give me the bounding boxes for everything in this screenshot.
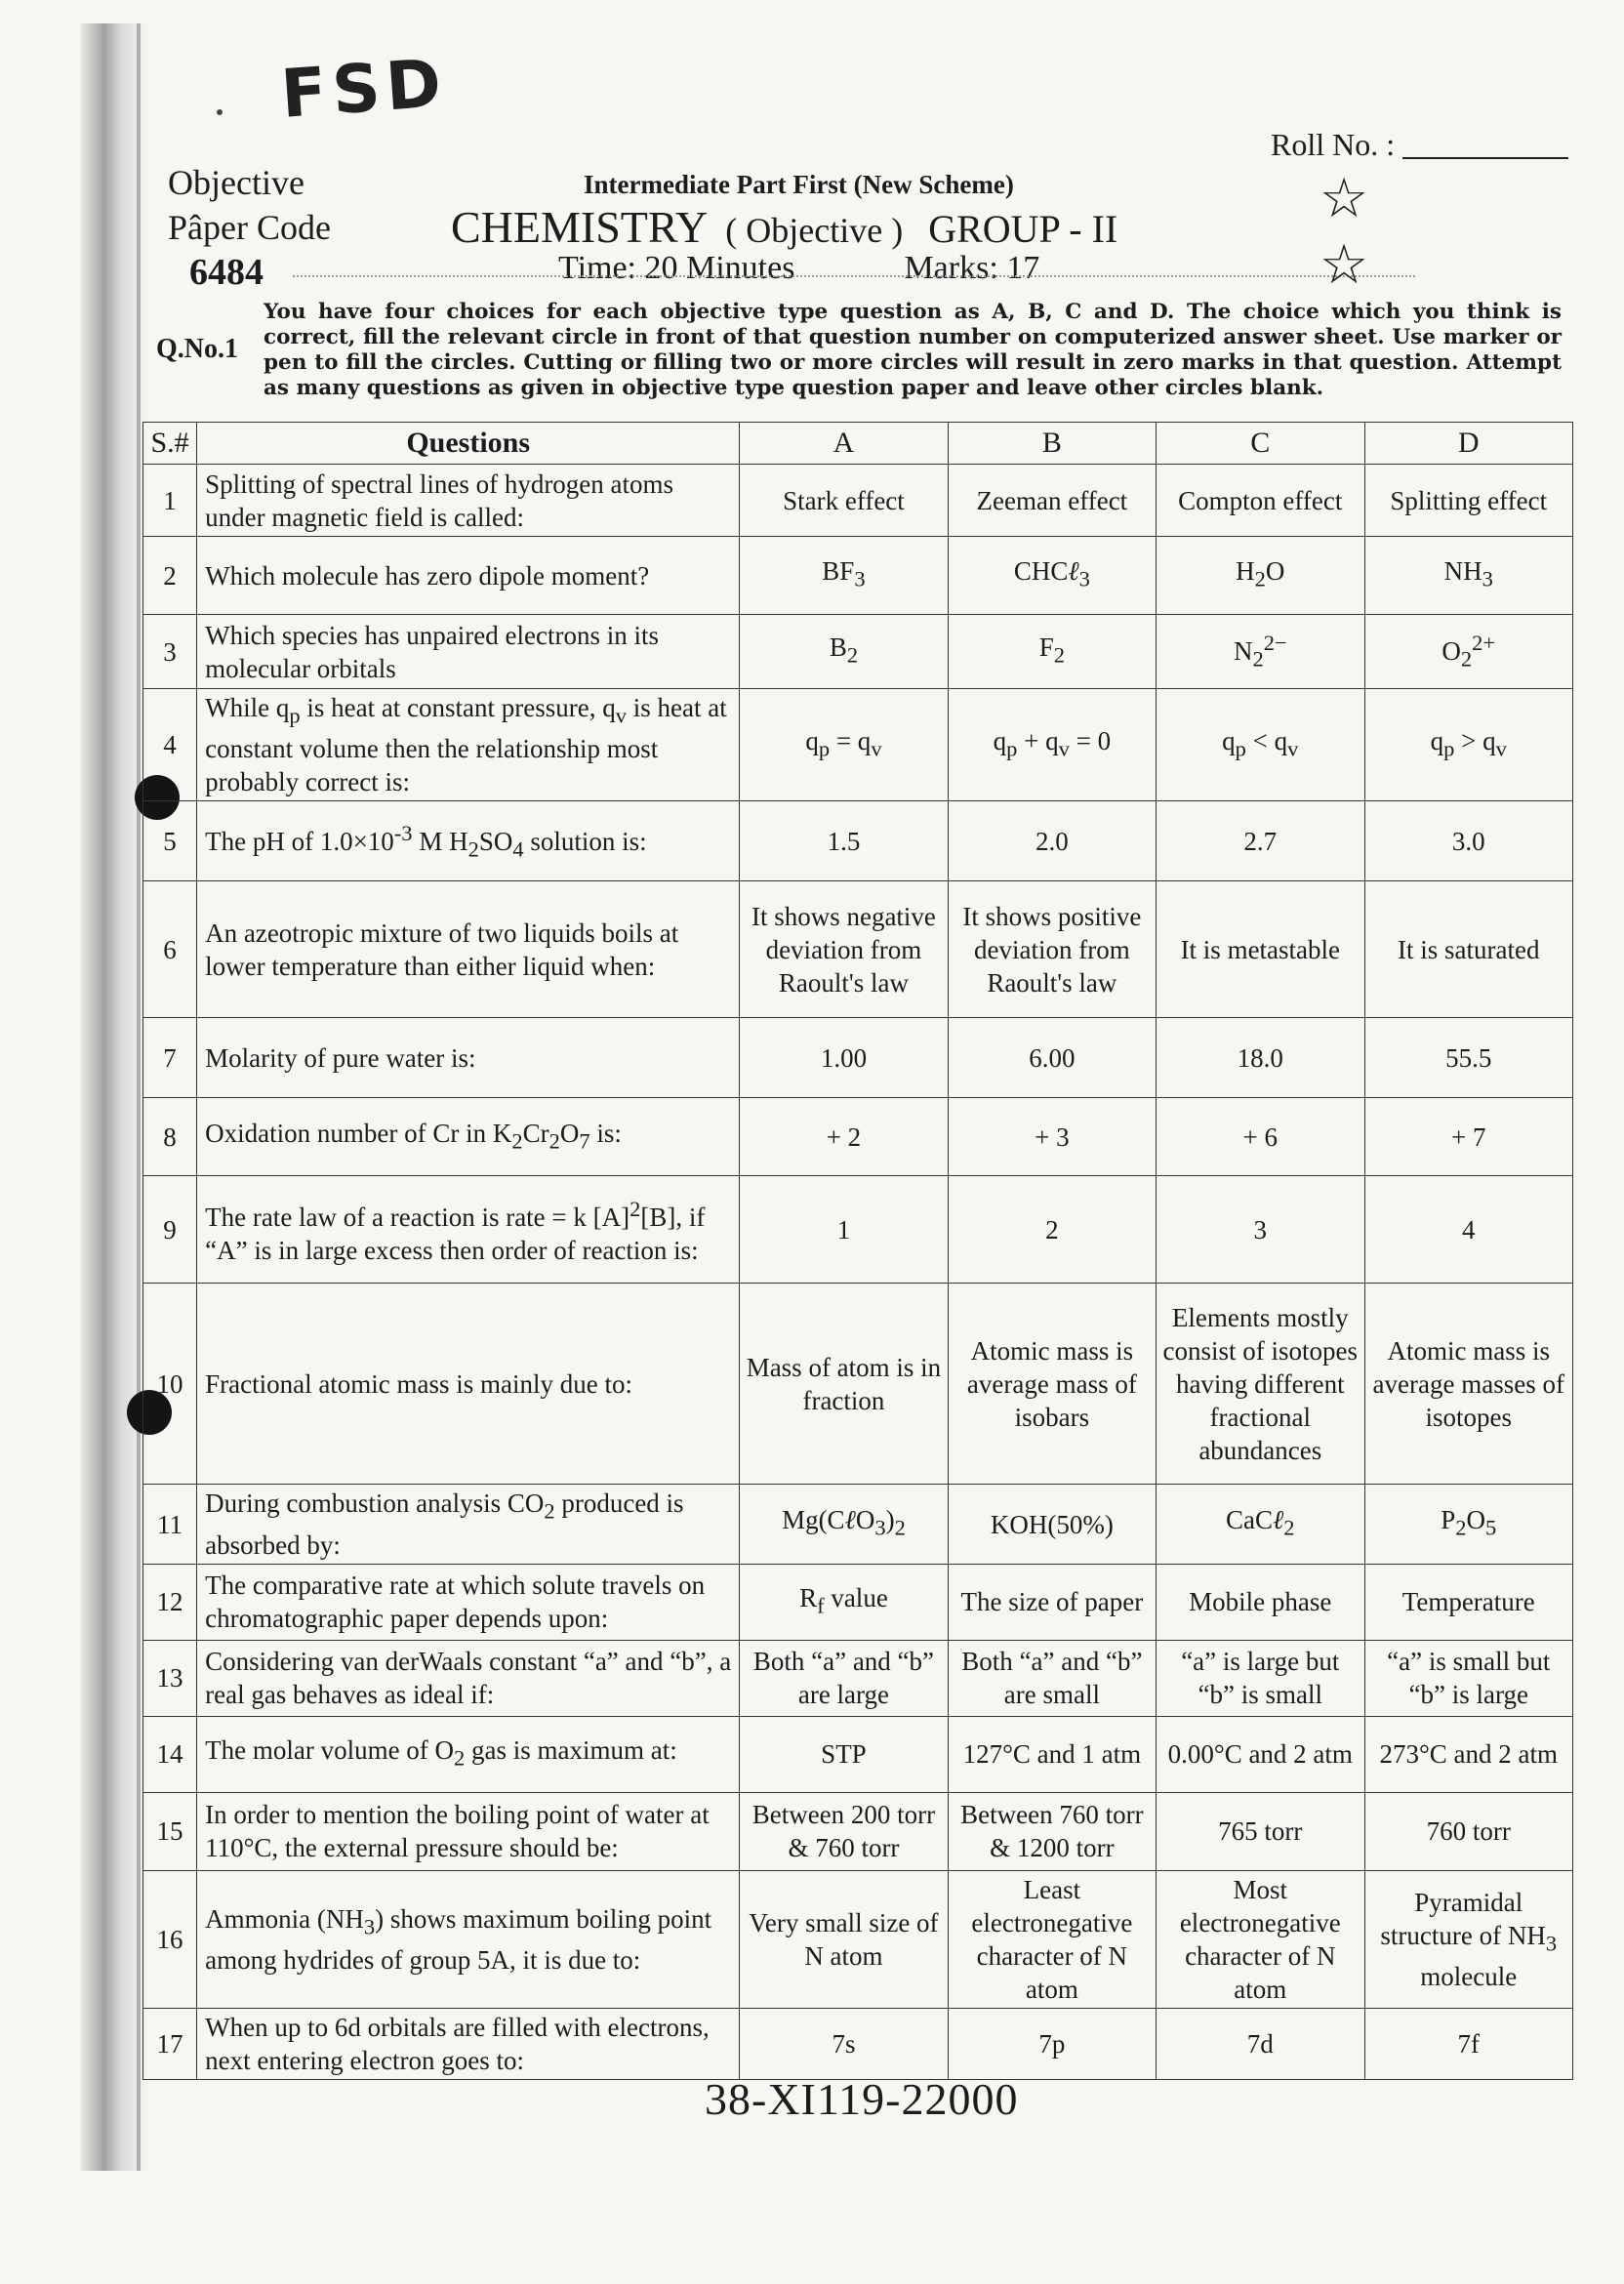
option-c: + 6 [1157,1098,1364,1176]
option-c: 3 [1157,1176,1364,1284]
option-a: 1.5 [740,801,948,881]
paper-code-label: Pâper Code [168,208,331,247]
option-a: Very small size of N atom [740,1870,948,2008]
option-a: $Mg(C\ell O_3)_2$ [740,1485,948,1564]
option-d: Temperature [1364,1564,1573,1640]
question-text: The molar volume of $O_2$ gas is maximum at: [197,1716,740,1792]
col-d: D [1364,423,1573,465]
option-a: Mass of atom is in fraction [740,1284,948,1485]
question-number: Q.No.1 [156,334,238,364]
option-a: + 2 [740,1098,948,1176]
serial-number: 5 [143,801,197,881]
table-row [143,1284,1573,1485]
serial-number: 1 [143,465,197,537]
pen-dot [217,109,223,115]
exam-line: Intermediate Part First (New Scheme) [584,170,1014,199]
option-c: 2.7 [1157,801,1364,881]
option-b: CHCℓ$_3$ [948,537,1156,615]
handwritten-mark: FSD [278,45,450,134]
option-c: 7d [1157,2008,1364,2079]
option-d: $q_p > q_v$ [1364,689,1573,801]
instructions: You have four choices for each objective type question as A, B, C and D. The choice which you think is correct, fill the relevant circle in front of that question number on computerized answer sheet. Use marker or pen to fill the circles. Cutting or filling two or more circles will result in zero marks in that question. Attempt as many questions as given in objective type question paper and leave other circles blank. [264,300,1562,400]
serial-number: 10 [143,1284,197,1485]
col-serial: S.# [143,423,197,465]
question-text: Splitting of spectral lines of hydrogen atoms under magnetic field is called: [197,465,740,537]
option-a: Stark effect [740,465,948,537]
option-b: It shows positive deviation from Raoult's law [948,881,1156,1018]
col-c: C [1157,423,1364,465]
table-row [143,689,1573,801]
option-d: 4 [1364,1176,1573,1284]
option-b: Both “a” and “b” are small [948,1640,1156,1716]
serial-number: 17 [143,2008,197,2079]
option-c: 18.0 [1157,1018,1364,1098]
subject: CHEMISTRY [451,202,709,252]
roll-blank-line [1402,157,1568,159]
option-b: Between 760 torr & 1200 torr [948,1792,1156,1870]
option-a: $q_p = q_v$ [740,689,948,801]
option-b: The size of paper [948,1564,1156,1640]
option-d: $NH_3$ [1364,537,1573,615]
question-text: When up to 6d orbitals are filled with electrons, next entering electron goes to: [197,2008,740,2079]
footer-code: 38-XI119-22000 [705,2074,1019,2124]
question-text: The rate law of a reaction is rate = k $[A]^2[B]$, if “A” is in large excess then order of reaction is: [197,1176,740,1284]
option-c: “a” is large but “b” is small [1157,1640,1364,1716]
option-d: 3.0 [1364,801,1573,881]
serial-number: 2 [143,537,197,615]
question-text: The pH of $1.0\times 10^{-3}$ M $H_2SO_4$ solution is: [197,801,740,881]
serial-number: 14 [143,1716,197,1792]
option-a: $R_f$ value [740,1564,948,1640]
option-c: 765 torr [1157,1792,1364,1870]
serial-number: 8 [143,1098,197,1176]
paper-code: 6484 [189,252,264,293]
question-text: Which molecule has zero dipole moment? [197,537,740,615]
option-d: $P_2O_5$ [1364,1485,1573,1564]
col-b: B [948,423,1156,465]
serial-number: 15 [143,1792,197,1870]
group: GROUP - II [928,207,1118,251]
serial-number: 11 [143,1485,197,1564]
option-d: Pyramidal structure of $NH_3$ molecule [1364,1870,1573,2008]
option-b: Atomic mass is average mass of isobars [948,1284,1156,1485]
question-text: Ammonia $(NH_3)$ shows maximum boiling point among hydrides of group 5A, it is due to: [197,1870,740,2008]
col-a: A [740,423,948,465]
table-row [143,801,1573,881]
option-c: 0.00°C and 2 atm [1157,1716,1364,1792]
option-b: 2.0 [948,801,1156,881]
option-d: 760 torr [1364,1792,1573,1870]
option-b: 7p [948,2008,1156,2079]
option-c: CaCℓ$_2$ [1157,1485,1364,1564]
serial-number: 13 [143,1640,197,1716]
time-marks-line [558,250,1039,287]
option-d: + 7 [1364,1098,1573,1176]
table-row [143,615,1573,689]
subject-line [451,201,1117,253]
option-a: STP [740,1716,948,1792]
table-row [143,1716,1573,1792]
table-row [143,1176,1573,1284]
table-row [143,465,1573,537]
table-row [143,881,1573,1018]
paper-type: ( Objective ) [725,211,904,250]
objective-label: Objective [168,163,304,202]
star-icon: ☆ [1320,235,1369,296]
option-a: 1.00 [740,1018,948,1098]
option-b: 2 [948,1176,1156,1284]
total-marks: Marks: 17 [904,250,1040,286]
option-d: Splitting effect [1364,465,1573,537]
option-c: $q_p < q_v$ [1157,689,1364,801]
table-row [143,1870,1573,2008]
option-c: $N_2^{2-}$ [1157,615,1364,689]
option-d: It is saturated [1364,881,1573,1018]
option-a: It shows negative deviation from Raoult's law [740,881,948,1018]
table-header-row [143,423,1573,465]
option-d: 7f [1364,2008,1573,2079]
option-c: Elements mostly consist of isotopes having different fractional abundances [1157,1284,1364,1485]
option-c: Most electronegative character of N atom [1157,1870,1364,2008]
serial-number: 16 [143,1870,197,2008]
serial-number: 6 [143,881,197,1018]
option-a: Both “a” and “b” are large [740,1640,948,1716]
col-questions: Questions [197,423,740,465]
option-b: Zeeman effect [948,465,1156,537]
question-text: Oxidation number of Cr in $K_2Cr_2O_7$ is: [197,1098,740,1176]
option-d: $O_2^{2+}$ [1364,615,1573,689]
option-c: It is metastable [1157,881,1364,1018]
table-body [143,465,1573,2080]
option-b: Least electronegative character of N atom [948,1870,1156,2008]
table-row [143,1564,1573,1640]
option-b: + 3 [948,1098,1156,1176]
table-row [143,1485,1573,1564]
table-row [143,1018,1573,1098]
question-text: During combustion analysis $CO_2$ produced is absorbed by: [197,1485,740,1564]
table-row [143,537,1573,615]
option-d: “a” is small but “b” is large [1364,1640,1573,1716]
dotted-rule [293,275,1415,277]
question-text: Considering van derWaals constant “a” and “b”, a real gas behaves as ideal if: [197,1640,740,1716]
option-a: $BF_3$ [740,537,948,615]
table-row [143,1640,1573,1716]
question-text: The comparative rate at which solute travels on chromatographic paper depends upon: [197,1564,740,1640]
question-text: Molarity of pure water is: [197,1018,740,1098]
table-row [143,1792,1573,1870]
option-c: Compton effect [1157,465,1364,537]
time-allowed: Time: 20 Minutes [558,250,795,286]
table-row [143,1098,1573,1176]
question-text: An azeotropic mixture of two liquids boils at lower temperature than either liquid when: [197,881,740,1018]
table-row [143,2008,1573,2079]
option-b: $q_p + q_v = 0$ [948,689,1156,801]
option-a: 1 [740,1176,948,1284]
roll-label: Roll No. : [1271,127,1396,162]
option-b: KOH(50%) [948,1485,1156,1564]
serial-number: 12 [143,1564,197,1640]
option-a: 7s [740,2008,948,2079]
option-d: 273°C and 2 atm [1364,1716,1573,1792]
question-text: Which species has unpaired electrons in its molecular orbitals [197,615,740,689]
option-b: $F_2$ [948,615,1156,689]
serial-number: 7 [143,1018,197,1098]
roll-number-field [1271,127,1568,163]
serial-number: 9 [143,1176,197,1284]
question-table [142,422,1573,2080]
scan-edge-line [137,23,141,2171]
serial-number: 3 [143,615,197,689]
option-d: 55.5 [1364,1018,1573,1098]
question-text: Fractional atomic mass is mainly due to: [197,1284,740,1485]
option-d: Atomic mass is average masses of isotopes [1364,1284,1573,1485]
serial-number: 4 [143,689,197,801]
question-text: While $q_p$ is heat at constant pressure, $q_v$ is heat at constant volume then the relationship most probably correct is: [197,689,740,801]
option-b: 127°C and 1 atm [948,1716,1156,1792]
option-a: Between 200 torr & 760 torr [740,1792,948,1870]
option-a: $B_2$ [740,615,948,689]
option-b: 6.00 [948,1018,1156,1098]
option-c: $H_2O$ [1157,537,1364,615]
option-c: Mobile phase [1157,1564,1364,1640]
star-icon: ☆ [1320,169,1369,229]
question-text: In order to mention the boiling point of water at 110°C, the external pressure should be: [197,1792,740,1870]
